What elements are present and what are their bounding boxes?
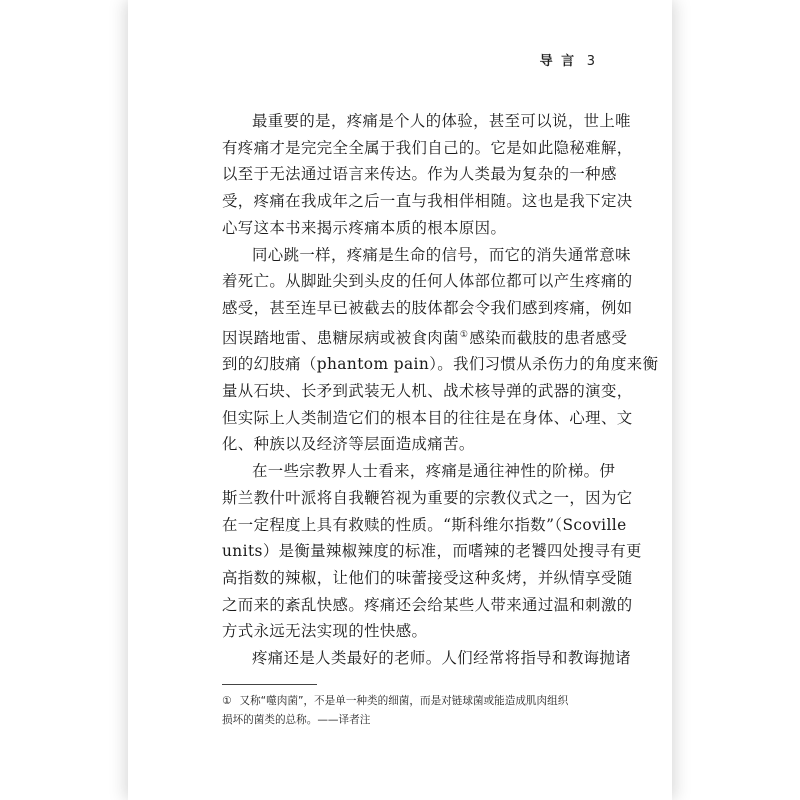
text-line: units）是衡量辣椒辣度的标准，而嗜辣的老饕四处搜寻有更 <box>222 542 642 561</box>
book-page <box>128 0 672 800</box>
chapter-title: 导 言 <box>539 54 577 69</box>
body-text <box>222 108 659 672</box>
text-line: 但实际上人类制造它们的根本目的往往是在身体、心理、文 <box>222 408 633 427</box>
paragraph-3 <box>222 458 642 645</box>
text-line: 在一些宗教界人士看来，疼痛是通往神性的阶梯。伊 <box>252 462 616 481</box>
text-segment: 感染而截肢的患者感受 <box>469 328 628 347</box>
text-line: 着死亡。从脚趾尖到头皮的任何人体部位都可以产生疼痛的 <box>222 272 633 291</box>
paragraph-4 <box>222 645 631 672</box>
text-line: 有疼痛才是完完全全属于我们自己的。它是如此隐秘难解， <box>222 138 633 157</box>
page-number: 3 <box>586 54 597 69</box>
text-line: 疼痛还是人类最好的老师。人们经常将指导和教诲抛诸 <box>252 649 631 668</box>
text-line: 感受，甚至连早已被截去的肢体都会令我们感到疼痛，例如 <box>222 298 633 317</box>
paragraph-2 <box>222 242 659 459</box>
text-line: 同心跳一样，疼痛是生命的信号，而它的消失通常意味 <box>252 245 631 264</box>
text-line-with-footnote <box>222 322 628 352</box>
paragraph-1 <box>222 108 633 242</box>
text-line: 高指数的辣椒，让他们的味蕾接受这种炙烤，并纵情享受随 <box>222 568 633 587</box>
text-line: 最重要的是，疼痛是个人的体验，甚至可以说，世上唯 <box>252 112 631 130</box>
footnote-text: 又称“噬肉菌”，不是单一种类的细菌，而是对链球菌或能造成肌肉组织 <box>239 695 569 707</box>
text-line: 斯兰教什叶派将自我鞭笞视为重要的宗教仪式之一，因为它 <box>222 488 633 507</box>
text-line: 以至于无法通过语言来传达。作为人类最为复杂的一种感 <box>222 165 617 184</box>
text-line: 化、种族以及经济等层面造成痛苦。 <box>222 435 475 454</box>
running-header <box>540 50 597 69</box>
text-line: 方式永远无法实现的性快感。 <box>222 622 428 641</box>
text-line: 到的幻肢痛（phantom pain）。我们习惯从杀伤力的角度来衡 <box>222 355 659 374</box>
text-segment: 因误踏地雷、患糖尿病或被食肉菌 <box>222 328 459 347</box>
footnote-mark: ① <box>222 695 232 707</box>
text-line: 心写这本书来揭示疼痛本质的根本原因。 <box>222 218 507 237</box>
footnote-reference[interactable]: ① <box>459 329 469 340</box>
footnote-line <box>222 692 598 711</box>
footnote-divider <box>222 684 317 685</box>
text-line: 之而来的紊乱快感。疼痛还会给某些人带来通过温和刺激的 <box>222 595 633 614</box>
text-line: 受，疼痛在我成年之后一直与我相伴相随。这也是我下定决 <box>222 192 633 211</box>
text-line: 在一定程度上具有救赎的性质。“斯科维尔指数”（Scoville <box>222 515 627 534</box>
text-line: 量从石块、长矛到武装无人机、战术核导弹的武器的演变， <box>222 382 633 401</box>
footnote-line: 损坏的菌类的总称。——译者注 <box>222 714 371 726</box>
footnote <box>222 692 598 730</box>
